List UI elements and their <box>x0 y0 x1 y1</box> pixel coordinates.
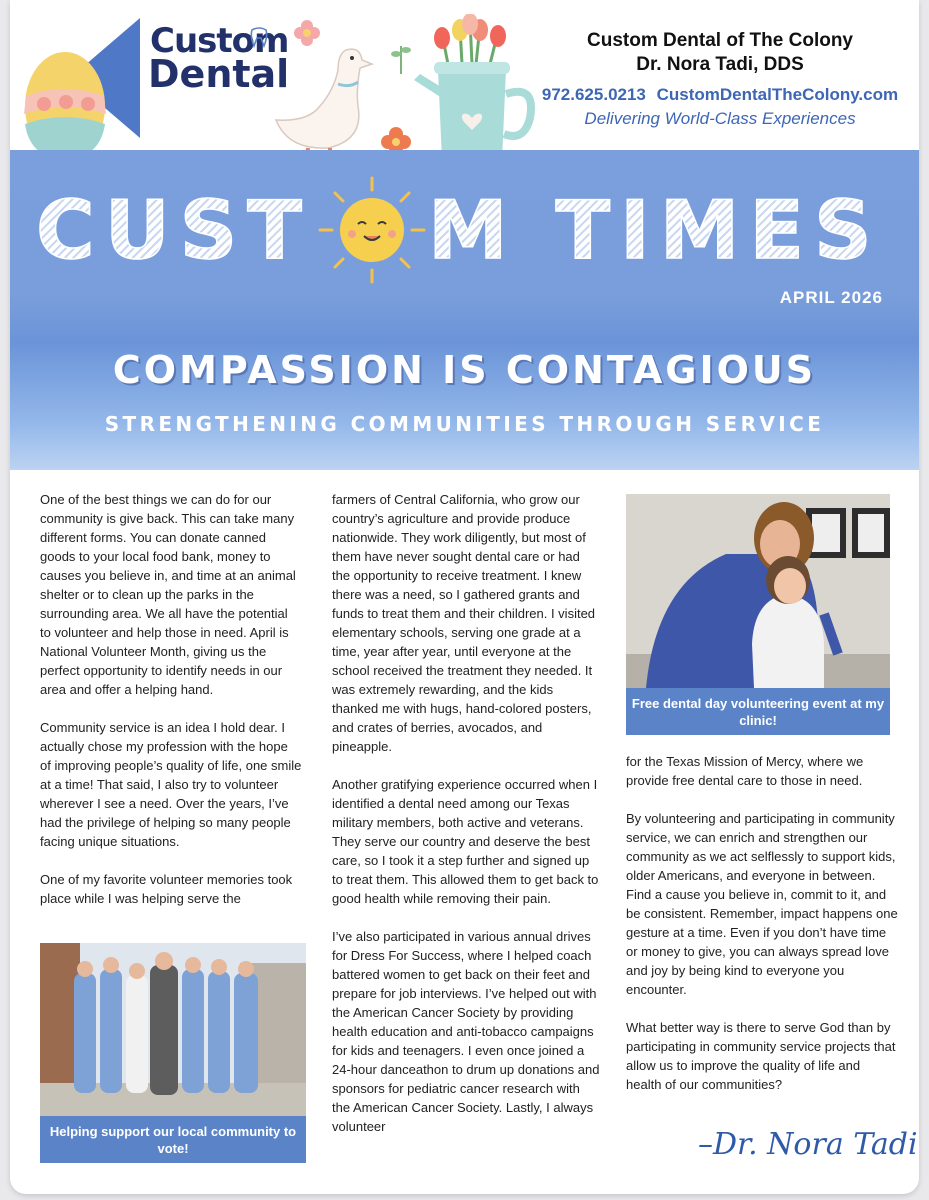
paragraph: Community service is an idea I hold dear. I actually chose my profession with the hope of improving people’s quality of life, one smile at a time! That said, I also try to volunteer wherever I see a need. Over the years, I’ve had the privilege of helping so many people facing unique situations. <box>40 720 302 849</box>
paragraph: for the Texas Mission of Mercy, where we provide free dental care to those in need. <box>626 754 864 788</box>
paragraph: farmers of Central California, who grow our country’s agriculture and provide produce nationwide. They work diligently, but most of them have never sought dental care or had the opportunity to receive treatment. I knew there was a need, so I gathered grants and funds to treat them and their children. I visited elementary schools, serving one grade at a time, year after year, until everyone at the school received the treatment they needed. It was extremely rewarding, and the kids thanked me with hugs, hand-colored posters, and crates of berries, avocados, and pineapple. <box>332 492 596 754</box>
leaf-sprig-icon <box>388 40 414 74</box>
paragraph: Another gratifying experience occurred when I identified a dental need among our Texas military members, both active and veterans. They serve our country and deserve the best care, so I took it a step further and signed up to treat them. This allowed them to get back to good health while removing their pain. <box>332 777 599 906</box>
sun-icon <box>320 178 424 282</box>
signature: –Dr. Nora Tadi <box>698 1127 918 1162</box>
easter-egg-illustration <box>22 44 108 162</box>
team-vote-photo <box>40 943 306 1116</box>
subheadline: STRENGTHENING COMMUNITIES THROUGH SERVICE <box>104 412 825 436</box>
practice-name: Custom Dental of The Colony <box>587 30 853 51</box>
masthead-title-left: CUST <box>36 184 312 277</box>
paragraph: One of the best things we can do for our community is give back. This can take many different forms. You can donate canned goods to your local food bank, money to causes you believe in, and time at an animal shelter or to clean up the parks in the surrounding area. We all have the potential to volunteer and help those in need. April is National Volunteer Month, giving us the perfect opportunity to identify needs in our area and offer a helping hand. <box>40 492 296 697</box>
issue-date: APRIL 2026 <box>779 288 883 307</box>
watering-can-tulips-illustration <box>412 14 542 164</box>
paragraph: What better way is there to serve God than by participating in community service projects that allow us to improve the quality of life and health of our communities? <box>626 1020 896 1092</box>
article-column-1 <box>40 490 302 927</box>
headline: COMPASSION IS CONTAGIOUS <box>112 348 817 392</box>
header <box>10 0 919 160</box>
tagline: Delivering World-Class Experiences <box>584 109 856 128</box>
pink-flower-icon <box>292 18 322 48</box>
masthead-title-art <box>10 150 919 300</box>
practice-contact-block <box>530 28 910 129</box>
vote-photo-caption: Helping support our local community to vote! <box>40 1116 306 1163</box>
clinic-photo-caption: Free dental day volunteering event at my clinic! <box>626 688 890 735</box>
paragraph: One of my favorite volunteer memories took place while I was helping serve the <box>40 872 293 906</box>
logo-line-1: Custom <box>150 21 289 61</box>
paragraph: By volunteering and participating in community service, we can enrich and strengthen our community as we act selflessly to support kids, older Americans, and everyone in between. Find a cause you believe in, commit to it, and be consistent. Remember, impact happens one gesture at a time. Even if you don’t have time or money to give, you can always spread love and joy by being kind to everyone you encounter. <box>626 811 898 997</box>
doctor-name: Dr. Nora Tadi, DDS <box>636 54 804 75</box>
article-column-3 <box>626 752 898 1113</box>
masthead <box>10 150 919 470</box>
website-link[interactable]: CustomDentalTheColony.com <box>656 85 899 104</box>
logo-line-2: Dental <box>148 51 290 96</box>
masthead-title-right: M TIMES <box>428 184 882 277</box>
article-column-2 <box>332 490 600 1155</box>
paragraph: I’ve also participated in various annual drives for Dress For Success, where I helped coach battered women to get back on their feet and prepare for job interviews. I’ve helped out with the American Cancer Society by providing health education and anti-tobacco campaigns for kids and teenagers. I even once joined a 24-hour danceathon to drum up donations and sponsors for pediatric cancer research with the American Cancer Society. Lastly, I always volunteer <box>332 929 600 1134</box>
tooth-icon <box>248 26 270 48</box>
clinic-event-photo <box>626 494 890 688</box>
newsletter-page <box>10 0 919 1194</box>
phone-number[interactable]: 972.625.0213 <box>541 85 646 104</box>
